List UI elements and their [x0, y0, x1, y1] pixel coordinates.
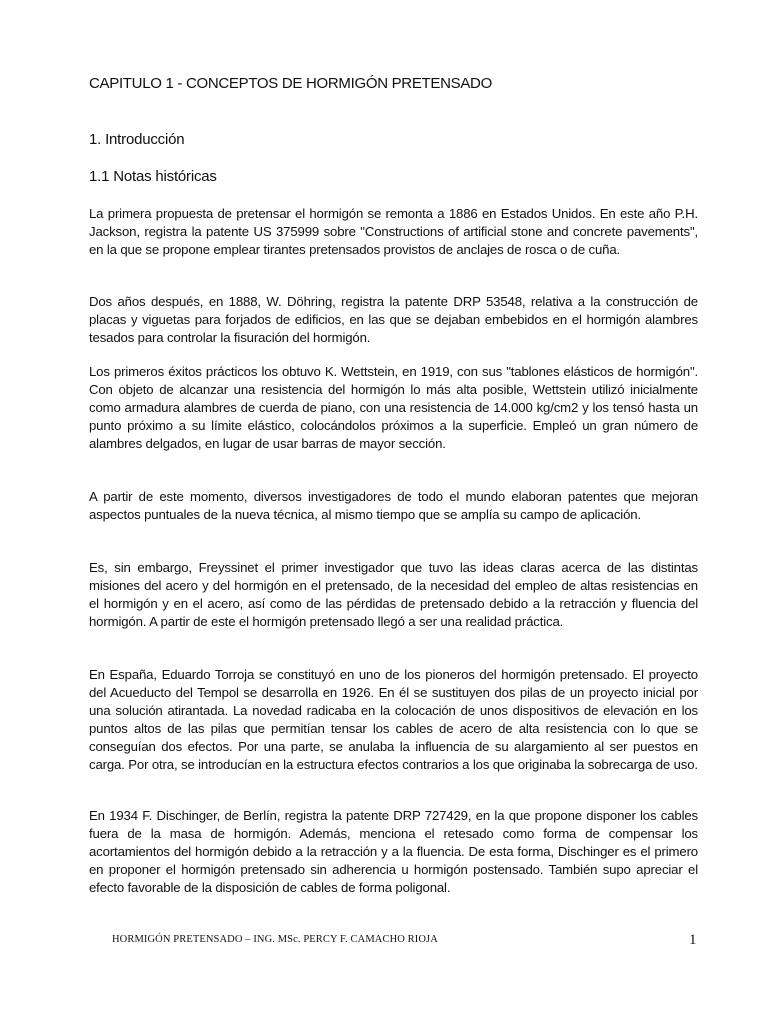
paragraph-7: En 1934 F. Dischinger, de Berlín, registra la patente DRP 727429, en la que propone disponer los cables fuera de la masa de hormigón. Además, menciona el retesado como forma de compensar los acortamientos del hormigón debido a la retracción y a la fluencia. De esta forma, Dischinger es el primero en proponer el hormigón pretensado sin adherencia u hormigón postensado. También supo apreciar el efecto favorable de la disposición de cables de forma poligonal.	[89, 808, 698, 895]
footer-text: HORMIGÓN PRETENSADO – ING. MSc. PERCY F. CAMACHO RIOJA	[112, 934, 438, 945]
section-title: 1. Introducción	[89, 131, 185, 148]
subsection-title: 1.1 Notas históricas	[89, 168, 217, 185]
paragraph-1: La primera propuesta de pretensar el hormigón se remonta a 1886 en Estados Unidos. En este año P.H. Jackson, registra la patente US 375999 sobre "Constructions of artificial stone and concrete pavements", en la que se propone emplear tirantes pretensados provistos de anclajes de rosca o de cuña.	[89, 206, 698, 257]
paragraph-6: En España, Eduardo Torroja se constituyó en uno de los pioneros del hormigón pretensado. El proyecto del Acueducto del Tempol se desarrolla en 1926. En él se sustituyen dos pilas de un proyecto inicial por una solución atirantada. La novedad radicaba en la colocación de unos dispositivos de elevación en los puntos altos de las pilas que permitían tensar los cables de acero de alta resistencia con lo que se conseguían dos efectos. Por una parte, se anulaba la influencia de su alargamiento al ser puestos en carga. Por otra, se introducían en la estructura efectos contrarios a los que originaba la sobrecarga de uso.	[89, 667, 698, 772]
paragraph-2: Dos años después, en 1888, W. Döhring, registra la patente DRP 53548, relativa a la construcción de placas y viguetas para forjados de edificios, en las que se dejaban embebidos en el hormigón alambres tesados para controlar la fisuración del hormigón.	[89, 294, 698, 345]
chapter-title: CAPITULO 1 - CONCEPTOS DE HORMIGÓN PRETENSADO	[89, 75, 492, 92]
paragraph-4: A partir de este momento, diversos investigadores de todo el mundo elaboran patentes que mejoran aspectos puntuales de la nueva técnica, al mismo tiempo que se amplía su campo de aplicación.	[89, 489, 698, 522]
paragraph-3: Los primeros éxitos prácticos los obtuvo K. Wettstein, en 1919, con sus "tablones elásticos de hormigón". Con objeto de alcanzar una resistencia del hormigón lo más alta posible, Wettstein utilizó inicialmente como armadura alambres de cuerda de piano, con una resistencia de 14.000 kg/cm2 y los tensó hasta un punto próximo a su límite elástico, colocándolos próximos a la superficie. Empleó un gran número de alambres delgados, en lugar de usar barras de mayor sección.	[89, 364, 698, 451]
page-number: 1	[689, 932, 697, 948]
paragraph-5: Es, sin embargo, Freyssinet el primer investigador que tuvo las ideas claras acerca de las distintas misiones del acero y del hormigón en el pretensado, de la necesidad del empleo de altas resistencias en el hormigón y en el acero, así como de las pérdidas de pretensado debido a la retracción y fluencia del hormigón. A partir de este el hormigón pretensado llegó a ser una realidad práctica.	[89, 560, 698, 629]
